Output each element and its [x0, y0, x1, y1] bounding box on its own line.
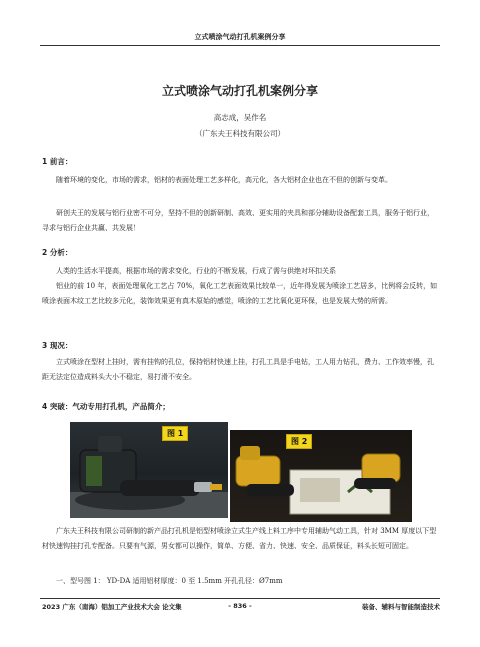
breakthrough-paragraph-1 — [42, 524, 440, 554]
preface-p2-text: 研创夫王的发展与铝行业密不可分，坚持不但的创新研制、高效、更实用的夹具和部分辅助设备配套工具，服务于铝行业，寻求与铝行企业共赢、共发展！ — [42, 209, 434, 232]
analysis-paragraph-1 — [42, 264, 440, 279]
status-p1-text: 立式喷涂在型材上挂时，需有挂钩的孔位，保持铝材快速上挂，打孔工具是手电钻，工人用力钻孔，费力、工作效率慢，孔距无法定位造成料头大小不稳定，易打滑不安全。 — [42, 358, 434, 381]
authors: 高志成，吴作名 — [213, 113, 267, 122]
section-heading-breakthrough: 4 突破：气动专用打孔机，产品简介； — [42, 402, 170, 411]
header-rule — [40, 45, 440, 46]
analysis-p1-text: 人类的生活水平提高，根据市场的需求变化，行业的不断发展，行成了需与供绝对环扣关系 — [56, 267, 336, 275]
section-heading-status: 3 现况： — [42, 341, 73, 350]
analysis-paragraph-2 — [42, 279, 440, 309]
figure-1-illustration — [70, 422, 228, 518]
affiliation: （广东夫王科技有限公司） — [195, 129, 285, 138]
figure-1-photo — [70, 422, 228, 518]
status-paragraph-1 — [42, 355, 440, 385]
breakthrough-p1-text: 广东夫王科技有限公司研制的新产品打孔机是铝型材喷涂立式生产线上料工序中专用辅助气动工具，针对 3MM 厚度以下型材快速钩挂打孔专配备。只要有气源，男女都可以操作，简单、方便、省力、快速、安全、品质保证，料头长短可固定。 — [42, 527, 437, 550]
breakthrough-p2-text: 一、型号图 1： YD-DA 适用铝材厚度：0 至 1.5mm 开孔孔径：Ø7mm — [56, 577, 283, 585]
footer-rule — [40, 598, 440, 599]
preface-p1-text: 随着环境的变化，市场的需求，铝材的表面处理工艺多样化，高元化，各大铝材企业也在不但的创新与变革。 — [56, 176, 392, 184]
figure-2-photo — [230, 430, 412, 522]
footer-proceedings: 2023 广东（南海）铝加工产业技术大会 论文集 — [42, 603, 182, 611]
section-heading-preface: 1 前言： — [42, 157, 73, 166]
preface-paragraph-2 — [42, 206, 440, 236]
page-title: 立式喷涂气动打孔机案例分享 — [161, 84, 318, 98]
preface-paragraph-1 — [42, 173, 440, 188]
page-number: - 836 - — [228, 602, 252, 610]
figure-1-label: 图 1 — [162, 426, 188, 441]
breakthrough-paragraph-2 — [42, 574, 440, 589]
analysis-p2-text: 铝业的前 10 年，表面处理氧化工艺占 70%，氧化工艺表面效果比较单一，近年得发展为喷涂工艺居多，比例将会反转，如喷涂表面木纹工艺比较多元化，装饰效果更有真木原始的感觉，喷涂的工艺比氧化更环保，也是发展大势的所需。 — [42, 282, 438, 305]
figure-2-illustration — [230, 430, 412, 522]
running-head: 立式喷涂气动打孔机案例分享 — [194, 33, 286, 41]
footer-topic: 装备、辅料与智能制造技术 — [362, 603, 440, 611]
section-heading-analysis: 2 分析： — [42, 248, 73, 257]
figure-2-label: 图 2 — [286, 434, 312, 449]
